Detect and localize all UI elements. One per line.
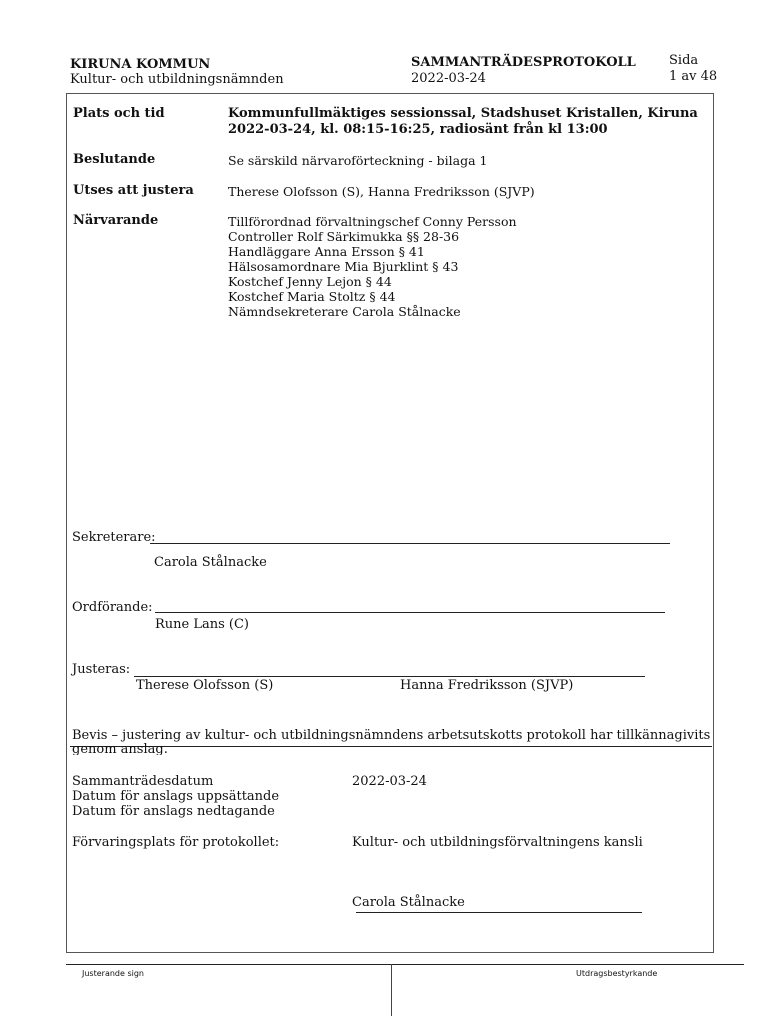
org-name: KIRUNA KOMMUN: [70, 57, 211, 72]
footer-line: [66, 964, 744, 965]
underskrift-line: [356, 912, 642, 913]
page-label: Sida: [669, 53, 699, 68]
narvarande-item: Tillförordnad förvaltningschef Conny Persson: [228, 214, 517, 229]
justerare-1: Therese Olofsson (S): [136, 678, 274, 693]
narvarande-list: [228, 214, 517, 319]
bevis-line2: genom anslag.: [72, 742, 168, 755]
narvarande-item: Handläggare Anna Ersson § 41: [228, 244, 425, 259]
document-type: SAMMANTRÄDESPROTOKOLL: [411, 55, 636, 70]
forvaringsplats-label: Förvaringsplats för protokollet:: [72, 835, 280, 850]
plats-value-line1: Kommunfullmäktiges sessionssal, Stadshuset Kristallen, Kiruna: [228, 106, 698, 121]
sammantradesdatum-value: 2022-03-24: [352, 774, 427, 789]
utses-value: Therese Olofsson (S), Hanna Fredriksson (SJVP): [228, 184, 535, 199]
nedtagande-label: Datum för anslags nedtagande: [72, 804, 275, 819]
uppsattande-label: Datum för anslags uppsättande: [72, 789, 280, 804]
page-number: 1 av 48: [669, 69, 718, 84]
ordforande-label: Ordförande:: [72, 600, 153, 615]
sekreterare-label: Sekreterare:: [72, 530, 156, 545]
narvarande-item: Kostchef Jenny Lejon § 44: [228, 274, 392, 289]
sekreterare-name: Carola Stålnacke: [154, 555, 267, 570]
underskrift-name: Carola Stålnacke: [352, 895, 465, 910]
sekreterare-signature-line: [150, 543, 670, 544]
narvarande-item: Kostchef Maria Stoltz § 44: [228, 289, 396, 304]
document-date: 2022-03-24: [411, 71, 486, 86]
justeras-label: Justeras:: [72, 662, 131, 677]
narvarande-label: Närvarande: [73, 213, 159, 228]
ordforande-signature-line: [155, 612, 665, 613]
ordforande-name: Rune Lans (C): [155, 617, 250, 632]
sammantradesdatum-label: Sammanträdesdatum: [72, 774, 214, 789]
narvarande-item: Nämndsekreterare Carola Stålnacke: [228, 304, 461, 319]
narvarande-item: Controller Rolf Särkimukka §§ 28-36: [228, 229, 460, 244]
utses-label: Utses att justera: [73, 183, 194, 198]
plats-label: Plats och tid: [73, 106, 165, 121]
footer-divider: [391, 964, 392, 1016]
forvaringsplats-value: Kultur- och utbildningsförvaltningens kansli: [352, 835, 643, 850]
bevis-line1: Bevis – justering av kultur- och utbildningsnämndens arbetsutskotts protokoll har tillkännagivits: [72, 728, 711, 743]
beslutande-label: Beslutande: [73, 152, 156, 167]
justerande-sign-label: Justerande sign: [82, 969, 144, 978]
utdragsbestyrkande-label: Utdragsbestyrkande: [576, 969, 658, 978]
justerare-2: Hanna Fredriksson (SJVP): [400, 678, 574, 693]
plats-value-line2: 2022-03-24, kl. 08:15-16:25, radiosänt från kl 13:00: [228, 122, 608, 137]
department-name: Kultur- och utbildningsnämnden: [70, 72, 284, 87]
beslutande-value: Se särskild närvaroförteckning - bilaga 1: [228, 153, 488, 168]
justeras-signature-line: [134, 676, 645, 677]
narvarande-item: Hälsosamordnare Mia Bjurklint § 43: [228, 259, 459, 274]
